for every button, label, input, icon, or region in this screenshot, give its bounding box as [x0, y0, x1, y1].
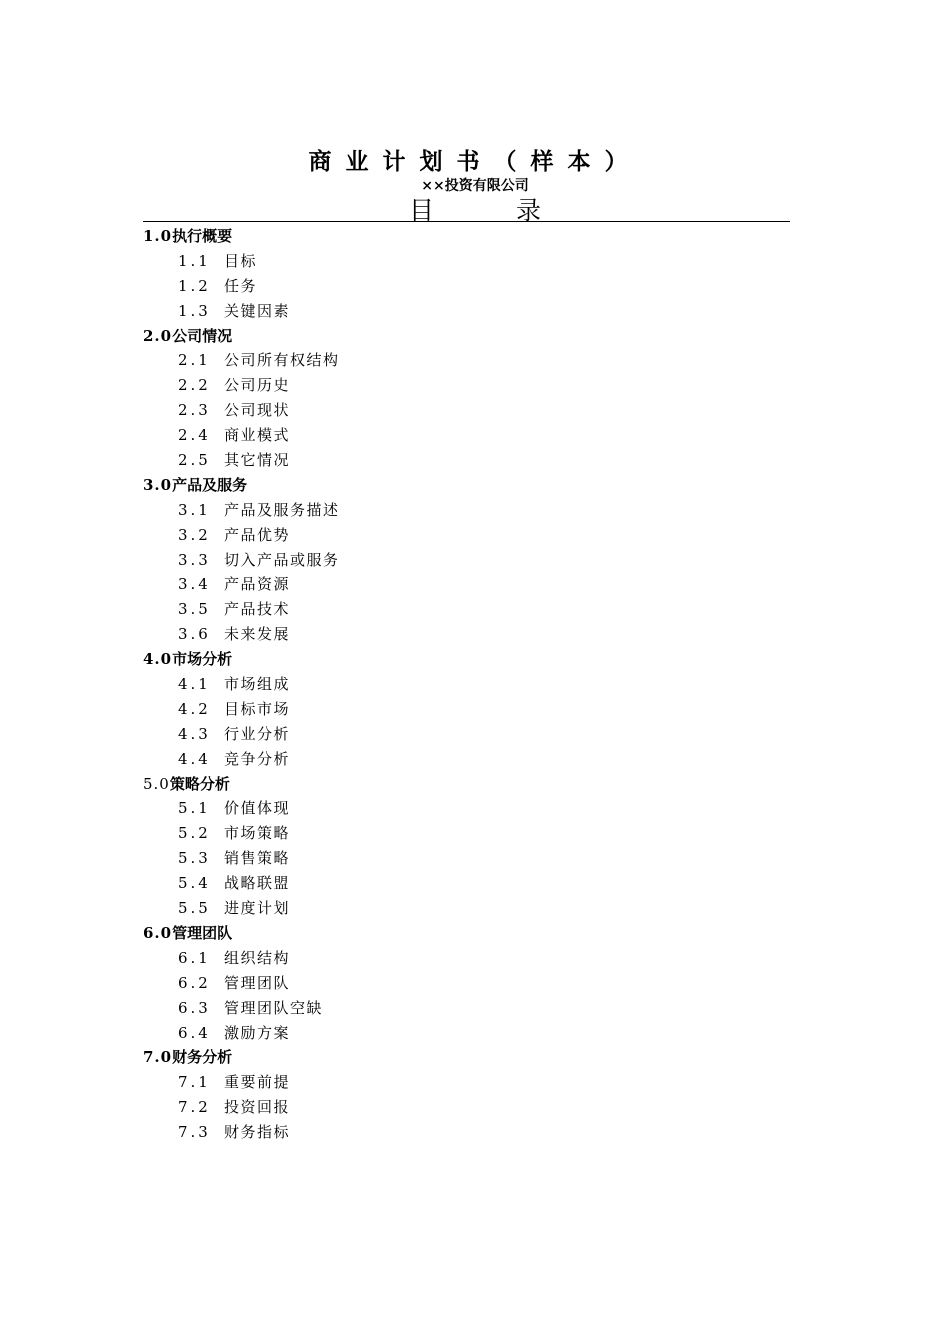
- toc-label: 任务: [224, 276, 258, 295]
- toc-subsection: [143, 1070, 790, 1095]
- toc-section: [143, 921, 790, 946]
- toc-subsection: [143, 996, 790, 1021]
- toc-number: 2.1: [178, 351, 211, 370]
- toc-label: 其它情况: [224, 451, 291, 470]
- toc-number: 2.0: [143, 326, 173, 345]
- toc-label: 关键因素: [224, 301, 291, 320]
- toc-number: 6.3: [178, 998, 211, 1017]
- toc-label: 产品优势: [224, 525, 291, 544]
- toc-subsection: [143, 548, 790, 573]
- toc-number: 7.0: [143, 1048, 173, 1067]
- toc-number: 5.4: [178, 874, 211, 893]
- toc-label: 销售策略: [224, 849, 291, 868]
- toc-number: 5.5: [178, 899, 211, 918]
- toc-section: [143, 473, 790, 498]
- toc-label: 商业模式: [224, 426, 291, 445]
- toc-label: 组织结构: [224, 948, 291, 967]
- toc-subsection: [143, 697, 790, 722]
- toc-label: 管理团队空缺: [224, 998, 324, 1017]
- document-title: 商业计划书（样本）: [308, 148, 642, 175]
- toc-label: 产品及服务描述: [224, 500, 340, 519]
- toc-number: 1.3: [178, 301, 211, 320]
- toc-number: 3.1: [178, 500, 211, 519]
- toc-number: 2.4: [178, 426, 211, 445]
- toc-number: 5.2: [178, 824, 211, 843]
- toc-number: 3.0: [143, 475, 173, 494]
- toc-label: 投资回报: [224, 1098, 291, 1117]
- toc-number: 4.3: [178, 724, 211, 743]
- toc-label: 策略分析: [169, 774, 230, 793]
- toc-section: [143, 647, 790, 672]
- toc-subsection: [143, 796, 790, 821]
- toc-label: 切入产品或服务: [224, 550, 340, 569]
- toc-subsection: [143, 1021, 790, 1046]
- toc-subsection: [143, 1120, 790, 1145]
- toc-label: 公司所有权结构: [224, 351, 340, 370]
- company-name: ××投资有限公司: [421, 178, 529, 194]
- toc-number: 3.4: [178, 575, 211, 594]
- toc-label: 竞争分析: [224, 749, 291, 768]
- toc-label: 财务分析: [172, 1048, 233, 1067]
- toc-subsection: [143, 597, 790, 622]
- toc-label: 财务指标: [224, 1123, 291, 1142]
- toc-section: [143, 1045, 790, 1070]
- toc-number: 4.0: [143, 650, 173, 669]
- toc-number: 3.3: [178, 550, 211, 569]
- toc-subsection: [143, 423, 790, 448]
- toc-subsection: [143, 398, 790, 423]
- toc-label: 价值体现: [224, 799, 291, 818]
- toc-label: 战略联盟: [224, 874, 291, 893]
- toc-subsection: [143, 1095, 790, 1120]
- toc-subsection: [143, 348, 790, 373]
- toc-section: [143, 772, 790, 797]
- toc-section: [143, 324, 790, 349]
- toc-number: 2.5: [178, 451, 211, 470]
- toc-label: 产品技术: [224, 600, 291, 619]
- toc-number: 1.2: [178, 276, 211, 295]
- toc-label: 市场分析: [172, 650, 233, 669]
- toc-number: 3.6: [178, 625, 211, 644]
- toc-label: 行业分析: [224, 724, 291, 743]
- toc-subsection: [143, 971, 790, 996]
- toc-subsection: [143, 722, 790, 747]
- toc-subsection: [143, 622, 790, 647]
- toc-label: 执行概要: [172, 227, 233, 245]
- toc-section: [143, 224, 790, 249]
- toc-number: 5.1: [178, 799, 211, 818]
- toc-label: 管理团队: [172, 923, 233, 942]
- toc-label: 进度计划: [224, 899, 291, 918]
- toc-number: 6.1: [178, 948, 211, 967]
- toc-label: 产品及服务: [172, 475, 248, 494]
- toc-subsection: [143, 846, 790, 871]
- toc-label: 目标: [224, 251, 258, 270]
- toc-label: 市场组成: [224, 675, 291, 694]
- toc-number: 4.1: [178, 675, 211, 694]
- toc-number: 7.3: [178, 1123, 211, 1142]
- toc-label: 未来发展: [224, 625, 291, 644]
- toc-label: 激励方案: [224, 1023, 291, 1042]
- toc-subsection: [143, 896, 790, 921]
- toc-subsection: [143, 747, 790, 772]
- toc-number: 3.2: [178, 525, 211, 544]
- toc-number: 6.0: [143, 923, 173, 942]
- toc-number: 2.3: [178, 401, 211, 420]
- toc-label: 目标市场: [224, 699, 291, 718]
- toc-label: 公司历史: [224, 376, 291, 395]
- toc-number: 2.2: [178, 376, 211, 395]
- toc-subsection: [143, 821, 790, 846]
- toc-number: 1.1: [178, 251, 211, 270]
- toc-number: 4.4: [178, 749, 211, 768]
- toc-subsection: [143, 373, 790, 398]
- toc-number: 3.5: [178, 600, 211, 619]
- table-of-contents: [143, 224, 790, 1145]
- toc-heading: 目录: [408, 196, 623, 225]
- toc-subsection: [143, 448, 790, 473]
- toc-number: 4.2: [178, 699, 211, 718]
- toc-number: 1.0: [143, 227, 173, 245]
- toc-label: 产品资源: [224, 575, 291, 594]
- toc-divider: [143, 221, 790, 222]
- toc-subsection: [143, 946, 790, 971]
- toc-label: 重要前提: [224, 1073, 291, 1092]
- toc-subsection: [143, 299, 790, 324]
- toc-number: 5.0: [143, 774, 170, 793]
- toc-subsection: [143, 871, 790, 896]
- toc-label: 管理团队: [224, 973, 291, 992]
- toc-label: 市场策略: [224, 824, 291, 843]
- toc-subsection: [143, 672, 790, 697]
- toc-number: 6.4: [178, 1023, 211, 1042]
- toc-label: 公司情况: [172, 326, 233, 345]
- toc-subsection: [143, 274, 790, 299]
- toc-subsection: [143, 249, 790, 274]
- toc-subsection: [143, 523, 790, 548]
- toc-number: 5.3: [178, 849, 211, 868]
- toc-number: 7.2: [178, 1098, 211, 1117]
- toc-label: 公司现状: [224, 401, 291, 420]
- toc-subsection: [143, 572, 790, 597]
- toc-number: 6.2: [178, 973, 211, 992]
- toc-subsection: [143, 498, 790, 523]
- toc-number: 7.1: [178, 1073, 211, 1092]
